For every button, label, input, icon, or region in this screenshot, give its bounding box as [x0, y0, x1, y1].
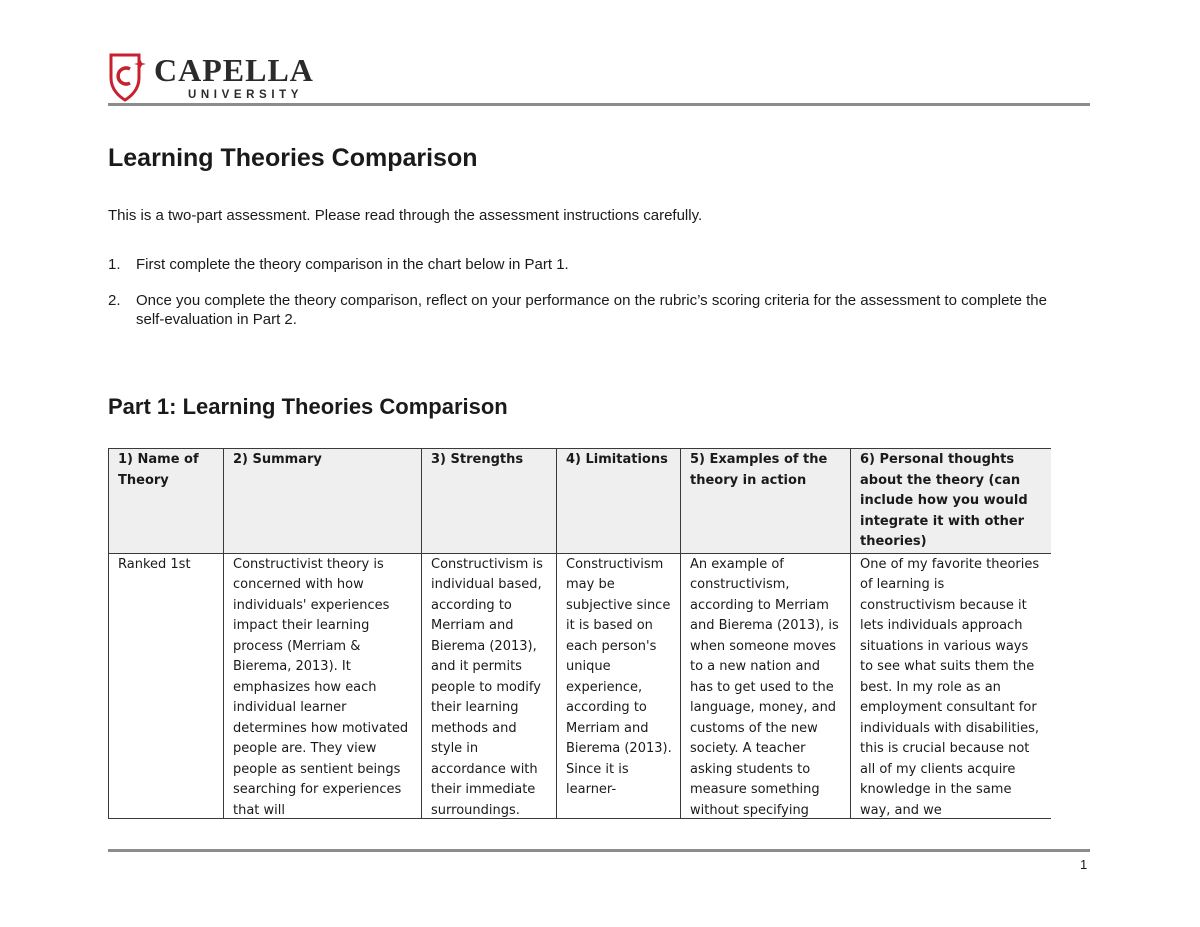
cell-strengths: Constructivism is individual based, according to Merriam and Bierema (2013), and it permits people to modify their learning methods and style in accordance with their immediate surroundings. — [422, 553, 557, 819]
capella-shield-icon — [108, 52, 146, 102]
table-header-row — [109, 449, 1052, 554]
cell-summary: Constructivist theory is concerned with how individuals' experiences impact their learning process (Merriam & Bierema, 2013). It emphasizes how each individual learner determines how motivated people are. They view people as sentient beings searching for experiences that will — [224, 553, 422, 819]
comparison-table-container — [108, 448, 1051, 819]
table-row — [109, 553, 1052, 819]
header-strengths: 3) Strengths — [422, 449, 557, 554]
cell-examples: An example of constructivism, according to Merriam and Bierema (2013), is when someone moves to a new nation and has to get used to the language, money, and customs of the new society. A teacher asking students to measure something without specifying — [681, 553, 851, 819]
header-summary: 2) Summary — [224, 449, 422, 554]
header-examples: 5) Examples of the theory in action — [681, 449, 851, 554]
header-divider — [108, 103, 1090, 106]
logo-subtitle: UNIVERSITY — [188, 89, 304, 101]
logo-wordmark: CAPELLA — [154, 52, 314, 88]
cell-personal-thoughts: One of my favorite theories of learning is constructivism because it lets individuals approach situations in various ways to see what suits them the best. In my role as an employment consultant for individuals with disabilities, this is crucial because not all of my clients acquire knowledge in the same way, and we — [851, 553, 1052, 819]
header-name-of-theory: 1) Name of Theory — [109, 449, 224, 554]
comparison-table — [108, 448, 1051, 819]
page-number: 1 — [1080, 857, 1088, 872]
instruction-item — [108, 255, 1078, 274]
instruction-item — [108, 291, 1078, 329]
list-text: Once you complete the theory comparison, reflect on your performance on the rubric’s scoring criteria for the assessment to complete the self-evaluation in Part 2. — [136, 292, 1047, 328]
cell-name-of-theory: Ranked 1st — [109, 553, 224, 819]
header-personal-thoughts: 6) Personal thoughts about the theory (can include how you would integrate it with other theories) — [851, 449, 1052, 554]
footer-divider — [108, 849, 1090, 852]
intro-paragraph: This is a two-part assessment. Please read through the assessment instructions carefully. — [108, 207, 703, 224]
part1-heading: Part 1: Learning Theories Comparison — [108, 394, 508, 419]
header-limitations: 4) Limitations — [557, 449, 681, 554]
list-text: First complete the theory comparison in the chart below in Part 1. — [136, 256, 569, 273]
document-title: Learning Theories Comparison — [108, 144, 478, 172]
capella-logo — [108, 52, 314, 102]
cell-limitations: Constructivism may be subjective since it is based on each person's unique experience, according to Merriam and Bierema (2013). Since it is learner- — [557, 553, 681, 819]
instruction-list — [108, 255, 1078, 346]
list-number: 2. — [108, 292, 121, 309]
list-number: 1. — [108, 256, 121, 273]
